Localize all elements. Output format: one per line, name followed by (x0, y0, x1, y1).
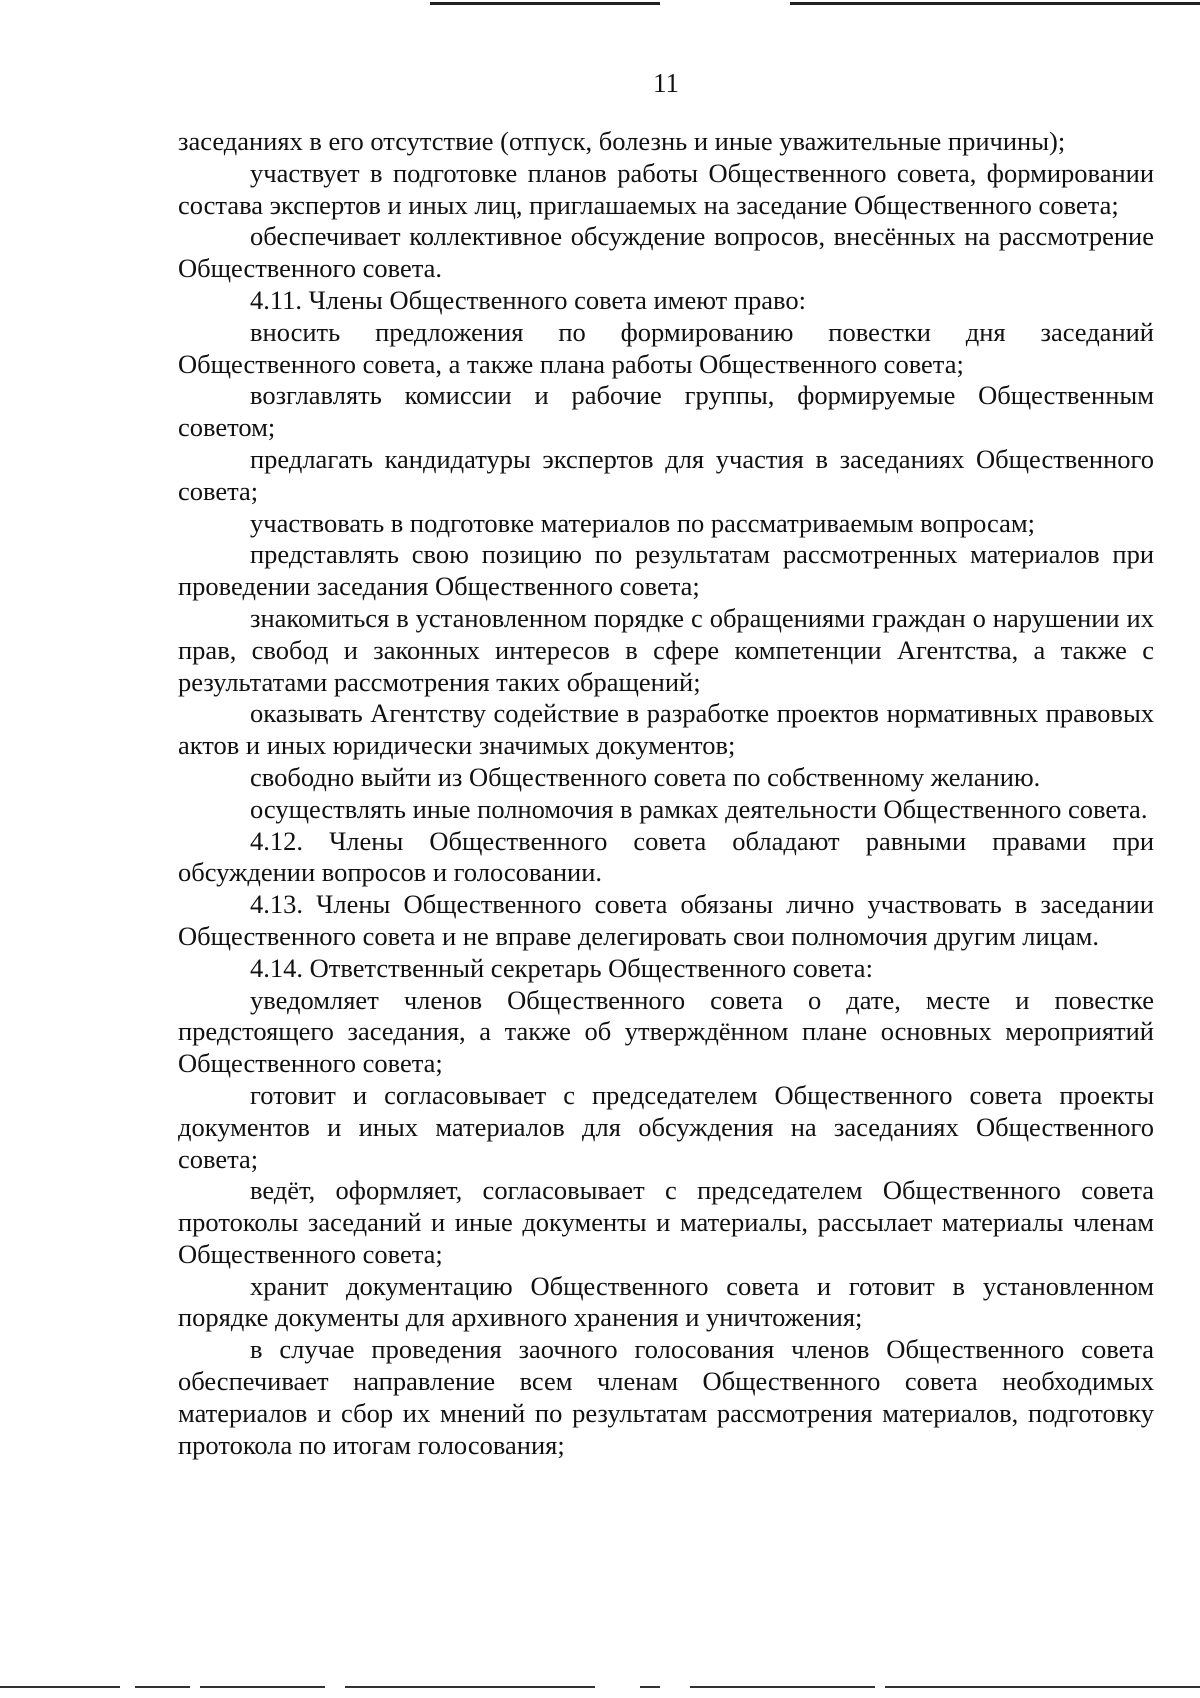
list-item: осуществлять иные полномочия в рамках деятельности Общественного совета. (250, 793, 1148, 824)
list-item: ведёт, оформляет, согласовывает с председателем Общественного совета протоколы заседаний и иные документы и материалы, рассылает материалы членам Общественного совета; (178, 1175, 1154, 1269)
list-item: свободно выйти из Общественного совета по собственному желанию. (250, 761, 1041, 792)
section-heading: 4.11. Члены Общественного совета имеют право: (250, 284, 806, 315)
scan-edge-line (345, 1686, 595, 1688)
scan-edge-line (200, 1686, 325, 1688)
list-item: хранит документацию Общественного совета и готовит в установленном порядке документы для архивного хранения и уничтожения; (178, 1270, 1154, 1333)
paragraph: заседаниях в его отсутствие (отпуск, болезнь и иные уважительные причины); (178, 126, 1066, 156)
section-heading: 4.14. Ответственный секретарь Общественного совета: (250, 952, 873, 983)
paragraph: обеспечивает коллективное обсуждение вопросов, внесённых на рассмотрение Общественного совета. (178, 221, 1154, 284)
scan-edge-line (690, 1686, 875, 1688)
paragraph: участвует в подготовке планов работы Общественного совета, формировании состава экспертов и иных лиц, приглашаемых на заседание Общественного совета; (178, 157, 1154, 220)
list-item: готовит и согласовывает с председателем Общественного совета проекты документов и иных материалов для обсуждения на заседаниях Общественного совета; (178, 1079, 1154, 1174)
list-item: вносить предложения по формированию повестки дня заседаний Общественного совета, а также плана работы Общественного совета; (178, 316, 1154, 379)
scan-edge-line (135, 1686, 190, 1688)
scan-bottom-edge (0, 1686, 1200, 1690)
list-item: представлять свою позицию по результатам рассмотренных материалов при проведении заседания Общественного совета; (178, 539, 1154, 602)
list-item: предлагать кандидатуры экспертов для участия в заседаниях Общественного совета; (178, 443, 1154, 506)
list-item: знакомиться в установленном порядке с обращениями граждан о нарушении их прав, свобод и законных интересов в сфере компетенции Агентства, а также с результатами рассмотрения таких обращений; (178, 602, 1154, 697)
list-item: уведомляет членов Общественного совета о дате, месте и повестке предстоящего заседания, а также об утверждённом плане основных мероприятий Общественного совета; (178, 984, 1154, 1079)
scan-edge-line (0, 1686, 120, 1688)
document-body (178, 126, 1154, 1461)
scan-edge-line (885, 1686, 1200, 1688)
section-paragraph: 4.13. Члены Общественного совета обязаны лично участвовать в заседании Общественного совета и не вправе делегировать свои полномочия другим лицам. (178, 889, 1154, 951)
list-item: оказывать Агентству содействие в разработке проектов нормативных правовых актов и иных юридически значимых документов; (178, 698, 1154, 761)
list-item: возглавлять комиссии и рабочие группы, формируемые Общественным советом; (178, 380, 1154, 443)
list-item: в случае проведения заочного голосования членов Общественного совета обеспечивает направление всем членам Общественного совета необходимых материалов и сбор их мнений по результатам рассмотрения материалов, подготовку протокола по итогам голосования; (178, 1334, 1154, 1460)
scan-edge-line (430, 2, 660, 5)
scan-edge-line (640, 1686, 660, 1688)
list-item: участвовать в подготовке материалов по рассматриваемым вопросам; (250, 507, 1035, 538)
page-number: 11 (653, 68, 679, 98)
section-paragraph: 4.12. Члены Общественного совета обладают равными правами при обсуждении вопросов и голосовании. (178, 825, 1154, 888)
scan-edge-line (790, 2, 1200, 5)
